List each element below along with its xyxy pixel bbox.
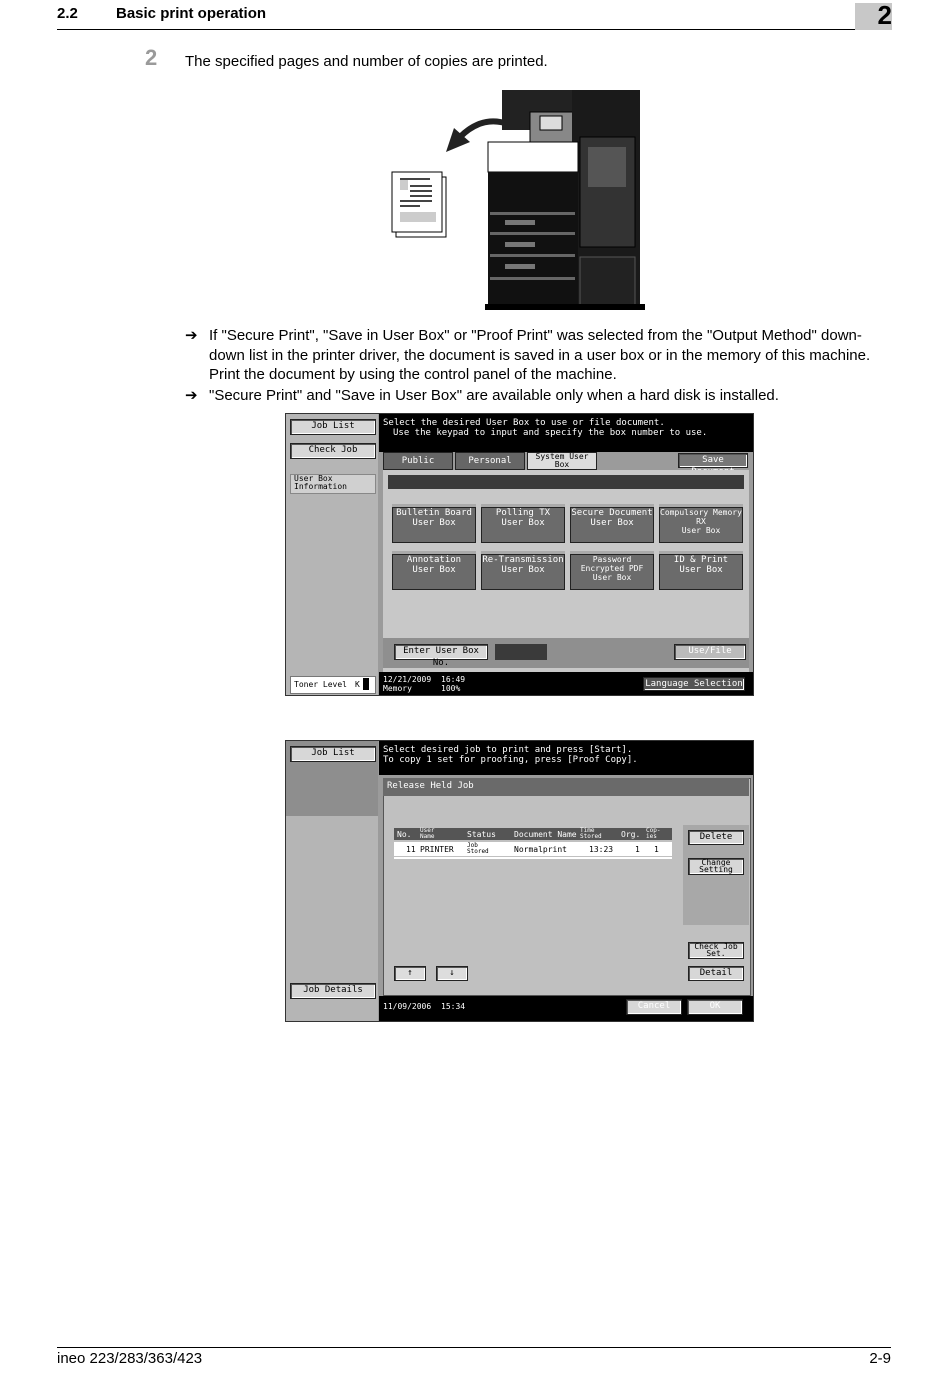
note-2-line: "Secure Print" and "Save in User Box" are available only when a hard disk is installed. bbox=[209, 387, 779, 404]
memory-value: 100% bbox=[441, 684, 461, 693]
compulsory-memory-rx-user-box-button[interactable] bbox=[659, 507, 743, 543]
memory-label: Memory bbox=[383, 684, 412, 693]
status-date: 12/21/2009 bbox=[383, 675, 432, 684]
col-no: No. bbox=[397, 830, 412, 839]
col-copies: Cop-ies bbox=[646, 827, 661, 840]
user-box-info-line: User Box bbox=[294, 474, 333, 483]
box-name-display bbox=[388, 475, 744, 489]
cell-status: Job Stored bbox=[467, 842, 489, 855]
tab-system-user-box[interactable]: System User Box bbox=[527, 452, 597, 470]
secure-document-user-box-button[interactable] bbox=[570, 507, 654, 543]
status-bar bbox=[379, 996, 753, 1021]
status-bar bbox=[379, 672, 753, 695]
section-title: Basic print operation bbox=[116, 5, 267, 22]
toner-color: K bbox=[355, 680, 360, 689]
footer-rule bbox=[57, 1347, 891, 1348]
cell-user-name: PRINTER bbox=[420, 845, 454, 854]
scroll-down-button[interactable]: ↓ bbox=[436, 966, 468, 981]
printer-illustration bbox=[390, 82, 650, 314]
annotation-user-box-button[interactable] bbox=[392, 554, 476, 590]
section-number: 2.2 bbox=[57, 5, 78, 22]
row-divider bbox=[394, 857, 672, 859]
note-1-line: down list in the printer driver, the document is saved in a user box or in the memory of this machine. bbox=[209, 346, 871, 364]
col-org: Org. bbox=[621, 830, 641, 839]
use-file-button[interactable]: Use/File bbox=[674, 644, 746, 660]
box-label: Secure Document bbox=[571, 508, 653, 518]
detail-button[interactable]: Detail bbox=[688, 966, 744, 981]
status-date: 11/09/2006 bbox=[383, 1002, 432, 1011]
toner-level bbox=[290, 676, 376, 694]
toner-label: Toner Level bbox=[294, 680, 347, 689]
box-number-field[interactable] bbox=[495, 644, 547, 660]
title-bar bbox=[383, 778, 749, 796]
polling-tx-user-box-button[interactable] bbox=[481, 507, 565, 543]
box-label: Bulletin Board bbox=[396, 508, 472, 518]
cancel-button[interactable]: Cancel bbox=[626, 999, 682, 1015]
box-label: Password Encrypted PDF bbox=[580, 555, 644, 573]
enter-user-box-no-button[interactable]: Enter User Box No. bbox=[394, 644, 488, 660]
cell-copies: 1 bbox=[654, 845, 659, 854]
job-list-button[interactable]: Job List bbox=[290, 419, 376, 435]
check-job-set-button[interactable]: Check Job Set. bbox=[688, 942, 744, 959]
box-label: Re-Transmission bbox=[482, 555, 564, 565]
note-1-line: If "Secure Print", "Save in User Box" or "Proof Print" was selected from the "Output Method" down- bbox=[209, 327, 862, 344]
col-user-name: User Name bbox=[420, 827, 435, 840]
re-transmission-user-box-button[interactable] bbox=[481, 554, 565, 590]
tab-public[interactable]: Public bbox=[383, 452, 453, 470]
cell-time-stored: 13:23 bbox=[589, 845, 614, 854]
box-label: User Box bbox=[592, 573, 632, 582]
step-number: 2 bbox=[145, 45, 158, 70]
message-line: Select desired job to print and press [Start]. bbox=[383, 745, 633, 755]
message-line: Select the desired User Box to use or file document. bbox=[383, 418, 665, 428]
cell-document-name: Normalprint bbox=[514, 845, 567, 854]
box-label: ID & Print bbox=[673, 555, 729, 565]
box-label: User Box bbox=[412, 518, 456, 528]
box-label: Annotation bbox=[406, 555, 462, 565]
status-time: 15:34 bbox=[441, 1002, 466, 1011]
bulletin-board-user-box-button[interactable] bbox=[392, 507, 476, 543]
scroll-up-button[interactable]: ↑ bbox=[394, 966, 426, 981]
tab-personal[interactable]: Personal bbox=[455, 452, 525, 470]
box-label: Compulsory Memory RX bbox=[660, 508, 742, 526]
user-box-screen bbox=[285, 413, 754, 696]
box-label: Polling TX bbox=[495, 508, 551, 518]
box-label: User Box bbox=[681, 526, 721, 535]
job-details-button[interactable]: Job Details bbox=[290, 983, 376, 999]
step-text: The specified pages and number of copies are printed. bbox=[185, 53, 548, 70]
cell-no: 11 bbox=[406, 845, 416, 854]
message-line: Use the keypad to input and specify the box number to use. bbox=[393, 428, 708, 438]
language-selection-button[interactable]: Language Selection bbox=[643, 677, 745, 691]
note-1 bbox=[209, 326, 899, 385]
col-time-stored: Time Stored bbox=[580, 827, 602, 840]
toner-bar bbox=[363, 678, 369, 690]
box-label: User Box bbox=[679, 565, 723, 575]
box-label: User Box bbox=[412, 565, 456, 575]
box-label: User Box bbox=[501, 518, 545, 528]
change-setting-button[interactable]: Change Setting bbox=[688, 858, 744, 875]
box-label: User Box bbox=[501, 565, 545, 575]
table-header bbox=[394, 828, 672, 840]
save-document-button[interactable]: Save bbox=[678, 453, 748, 468]
page-number: 2-9 bbox=[869, 1350, 891, 1367]
header-rule bbox=[57, 29, 891, 30]
col-document-name: Document Name bbox=[514, 830, 577, 839]
id-print-user-box-button[interactable] bbox=[659, 554, 743, 590]
col-status: Status bbox=[467, 830, 496, 839]
status-time: 16:49 bbox=[441, 675, 466, 684]
screen-title: Release Held Job bbox=[387, 781, 474, 791]
password-encrypted-pdf-user-box-button[interactable] bbox=[570, 554, 654, 590]
release-held-job-screen bbox=[285, 740, 754, 1022]
note-1-line: Print the document by using the control panel of the machine. bbox=[209, 366, 617, 383]
ok-button[interactable]: OK bbox=[687, 999, 743, 1015]
note-arrow: ➔ bbox=[185, 327, 198, 344]
message-area bbox=[379, 741, 753, 775]
message-area bbox=[379, 414, 753, 452]
table-row[interactable] bbox=[394, 842, 672, 856]
message-line: To copy 1 set for proofing, press [Proof Copy]. bbox=[383, 755, 638, 765]
note-arrow: ➔ bbox=[185, 387, 198, 404]
user-box-info-line: Information bbox=[294, 482, 347, 491]
cell-org: 1 bbox=[635, 845, 640, 854]
job-list-button[interactable]: Job List bbox=[290, 746, 376, 762]
note-2 bbox=[209, 386, 899, 406]
check-job-button[interactable]: Check Job bbox=[290, 443, 376, 459]
delete-button[interactable]: Delete bbox=[688, 830, 744, 845]
footer-model: ineo 223/283/363/423 bbox=[57, 1350, 203, 1367]
chapter-number: 2 bbox=[877, 0, 892, 30]
box-label: User Box bbox=[590, 518, 634, 528]
user-box-information-tab[interactable] bbox=[290, 474, 376, 494]
